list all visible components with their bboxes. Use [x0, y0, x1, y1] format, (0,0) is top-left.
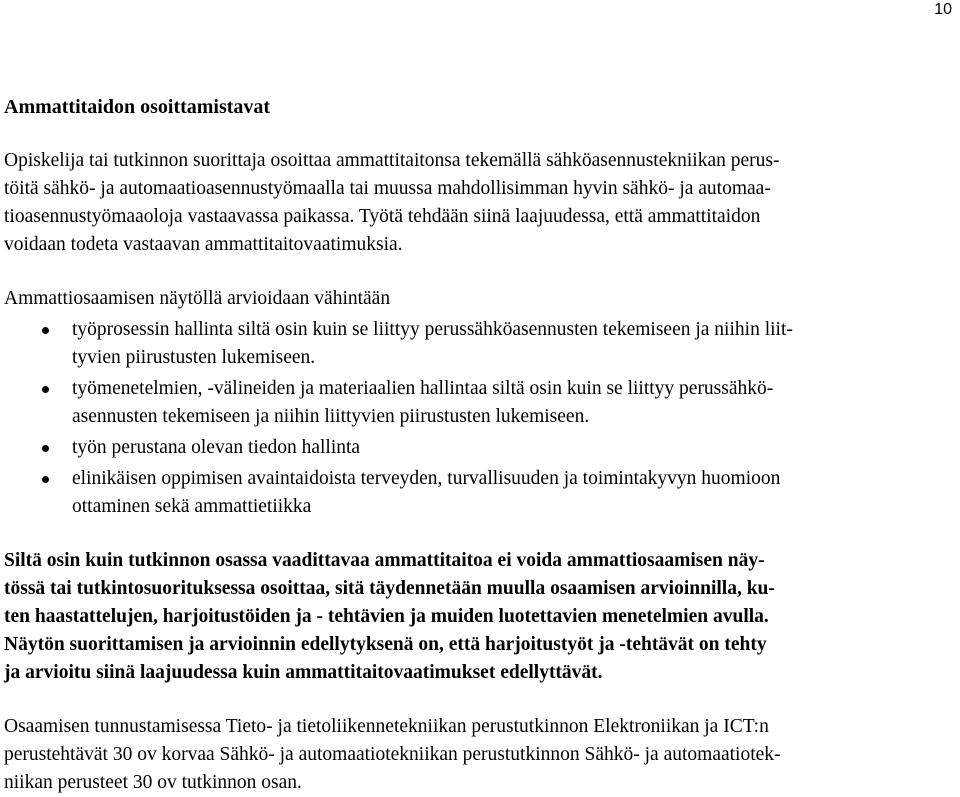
list-item-line: elinikäisen oppimisen avaintaidoista terveyden, turvallisuuden ja toimintakyvyn huomioon [72, 468, 781, 489]
assessment-intro: Ammattiosaamisen näytöllä arvioidaan vähintään [4, 288, 391, 309]
page-number: 10 [934, 1, 952, 18]
paragraph-line: voidaan todeta vastaavan ammattitaitovaatimuksia. [4, 234, 403, 255]
paragraph-line: Osaamisen tunnustamisessa Tieto- ja tietoliikennetekniikan perustutkinnon Elektroniikan ja ICT:n [4, 716, 769, 737]
list-item-line: tyvien piirustusten lukemiseen. [72, 347, 316, 368]
paragraph-line: tössä tai tutkintosuorituksessa osoittaa, sitä täydennetään muulla osaamisen arvioinnilla, ku- [4, 578, 775, 599]
bullet-icon [42, 445, 49, 452]
bullet-icon [42, 476, 49, 483]
bullet-icon [42, 327, 49, 334]
paragraph-line: perustehtävät 30 ov korvaa Sähkö- ja automaatiotekniikan perustutkinnon Sähkö- ja automaatiotek- [4, 744, 781, 765]
list-item [4, 375, 952, 431]
paragraph-line: niikan perusteet 30 ov tutkinnon osan. [4, 772, 302, 793]
paragraph-line: tioasennustyömaaoloja vastaavassa paikassa. Työtä tehdään siinä laajuudessa, että ammattitaidon [4, 206, 761, 227]
bullet-icon [42, 386, 49, 393]
list-item-line: työmenetelmien, -välineiden ja materiaalien hallintaa siltä osin kuin se liittyy perussähkö- [72, 378, 774, 399]
bold-paragraph [4, 547, 952, 687]
list-item-line: työprosessin hallinta siltä osin kuin se liittyy perussähköasennusten tekemiseen ja niihin liit- [72, 319, 793, 340]
intro-paragraph [4, 147, 952, 259]
section-heading: Ammattitaidon osoittamistavat [4, 96, 271, 118]
document-body [4, 93, 952, 797]
paragraph-line: ja arvioitu siinä laajuudessa kuin ammattitaitovaatimukset edellyttävät. [4, 662, 603, 683]
list-item [4, 316, 952, 372]
paragraph-line: töitä sähkö- ja automaatioasennustyömaalla tai muussa mahdollisimman hyvin sähkö- ja automaa- [4, 178, 771, 199]
closing-paragraph [4, 713, 952, 797]
list-item-line: ottaminen sekä ammattietiikka [72, 496, 312, 517]
list-item-line: työn perustana olevan tiedon hallinta [72, 437, 361, 458]
list-item-line: asennusten tekemiseen ja niihin liittyvien piirustusten lukemiseen. [72, 406, 590, 427]
list-item [4, 465, 952, 521]
paragraph-line: Näytön suorittamisen ja arvioinnin edellytyksenä on, että harjoitustyöt ja -tehtävät on tehty [4, 634, 767, 655]
paragraph-line: Siltä osin kuin tutkinnon osassa vaadittavaa ammattitaitoa ei voida ammattiosaamisen näy- [4, 550, 765, 571]
paragraph-line: Opiskelija tai tutkinnon suorittaja osoittaa ammattitaitonsa tekemällä sähköasennustekniikan perus- [4, 150, 780, 171]
paragraph-line: ten haastattelujen, harjoitustöiden ja - tehtävien ja muiden luotettavien menetelmien avulla. [4, 606, 769, 627]
list-item [4, 434, 952, 462]
assessment-bullet-list [4, 316, 952, 521]
